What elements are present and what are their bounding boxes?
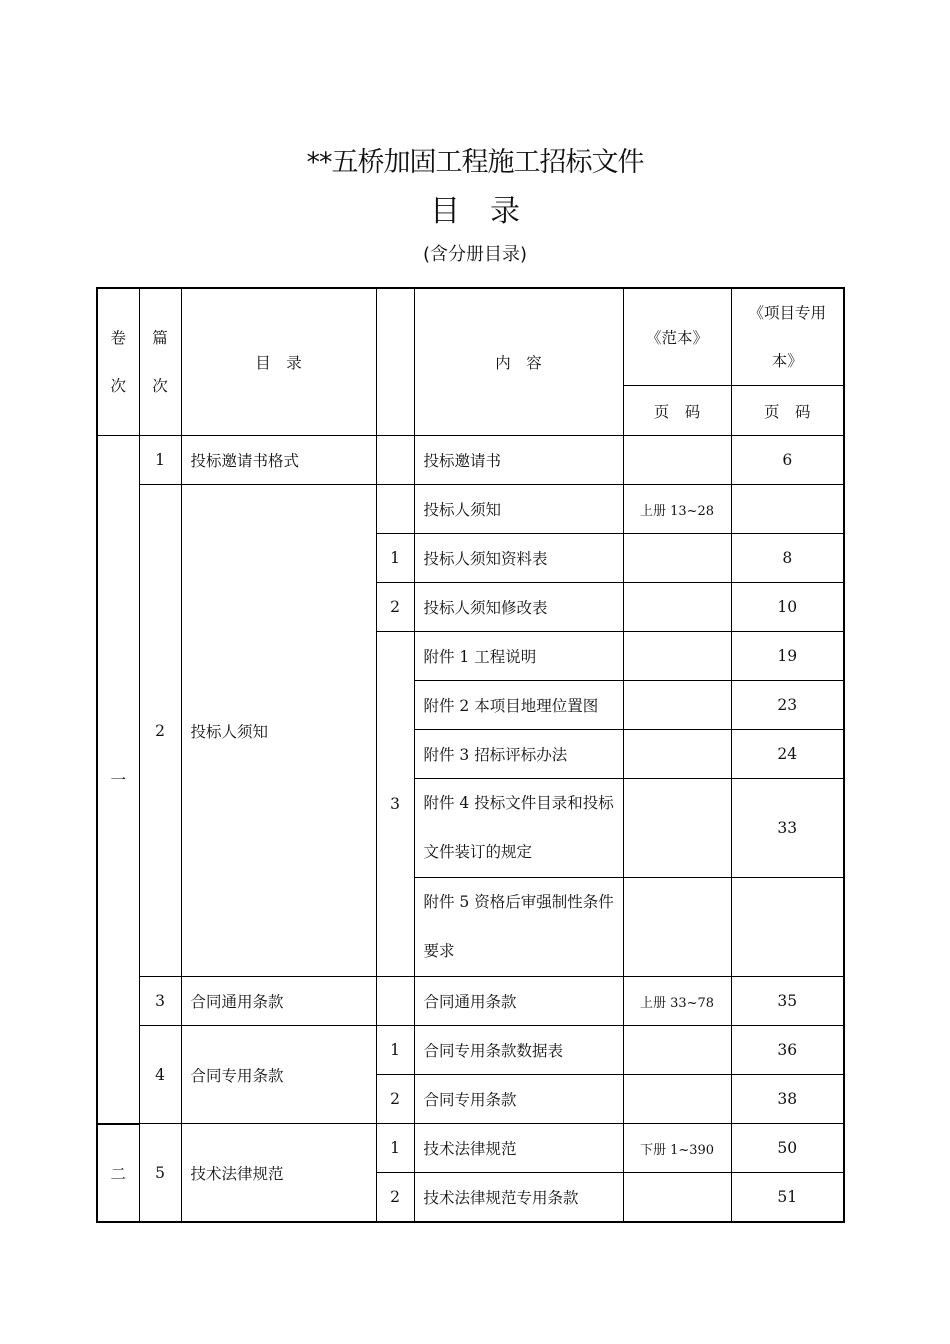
fanben-page [623,1075,731,1124]
fanben-page [623,779,731,878]
sub-no: 3 [376,632,414,977]
project-page: 33 [731,779,844,878]
chapter-no: 1 [139,436,181,485]
fanben-page [623,632,731,681]
document-heading: 目 录 [430,194,520,229]
sub-no [376,436,414,485]
volume-cell: 一 [97,436,139,1124]
table-row [97,485,844,534]
sub-no: 2 [376,583,414,632]
chapter-no: 4 [139,1026,181,1124]
chapter-no: 3 [139,977,181,1026]
chapter-title: 投标人须知 [181,485,376,977]
chapter-title: 投标邀请书格式 [181,436,376,485]
project-page: 23 [731,681,844,730]
header-sub-blank [376,288,414,436]
header-fanben: 《范本》 [623,288,731,386]
project-page: 19 [731,632,844,681]
sub-no: 1 [376,1124,414,1173]
header-juan-ci: 卷 次 [97,288,139,436]
fanben-page [623,730,731,779]
item-content: 技术法律规范专用条款 [414,1173,623,1223]
sub-no: 2 [376,1075,414,1124]
volume-cell: 二 [97,1124,139,1223]
header-yema-fanben: 页 码 [623,386,731,436]
project-page [731,485,844,534]
table-row [97,1026,844,1075]
contents-table [96,287,845,1223]
project-page: 36 [731,1026,844,1075]
table-row [97,436,844,485]
chapter-title: 合同专用条款 [181,1026,376,1124]
header-neirong: 内 容 [414,288,623,436]
fanben-page [623,1026,731,1075]
sub-no [376,485,414,534]
item-content: 技术法律规范 [414,1124,623,1173]
project-page: 38 [731,1075,844,1124]
item-content: 附件 4 投标文件目录和投标文件装订的规定 [414,779,623,878]
project-page: 6 [731,436,844,485]
project-page: 24 [731,730,844,779]
header-pian-ci: 篇 次 [139,288,181,436]
project-page: 51 [731,1173,844,1223]
fanben-page [623,878,731,977]
fanben-page [623,583,731,632]
fanben-page [623,534,731,583]
fanben-page [623,436,731,485]
item-content: 投标人须知 [414,485,623,534]
item-content: 投标邀请书 [414,436,623,485]
item-content: 合同通用条款 [414,977,623,1026]
fanben-page: 下册 1~390 [623,1124,731,1173]
item-content: 合同专用条款 [414,1075,623,1124]
chapter-no: 2 [139,485,181,977]
chapter-title: 技术法律规范 [181,1124,376,1223]
table-row [97,1124,844,1173]
header-yema-xiangmu: 页 码 [731,386,844,436]
table-row [97,977,844,1026]
document-subtitle: (含分册目录) [422,244,528,265]
project-page: 10 [731,583,844,632]
project-page [731,878,844,977]
project-page: 8 [731,534,844,583]
item-content: 投标人须知资料表 [414,534,623,583]
item-content: 投标人须知修改表 [414,583,623,632]
fanben-page: 上册 33~78 [623,977,731,1026]
item-content: 附件 5 资格后审强制性条件要求 [414,878,623,977]
fanben-page [623,1173,731,1223]
item-content: 附件 1 工程说明 [414,632,623,681]
item-content: 附件 3 招标评标办法 [414,730,623,779]
item-content: 附件 2 本项目地理位置图 [414,681,623,730]
document-title: **五桥加固工程施工招标文件 [306,147,644,178]
project-page: 35 [731,977,844,1026]
fanben-page: 上册 13~28 [623,485,731,534]
chapter-no: 5 [139,1124,181,1223]
chapter-title: 合同通用条款 [181,977,376,1026]
sub-no [376,977,414,1026]
project-page: 50 [731,1124,844,1173]
sub-no: 2 [376,1173,414,1223]
fanben-page [623,681,731,730]
sub-no: 1 [376,534,414,583]
header-mulu: 目 录 [181,288,376,436]
header-xiangmu: 《项目专用 本》 [731,288,844,386]
item-content: 合同专用条款数据表 [414,1026,623,1075]
sub-no: 1 [376,1026,414,1075]
